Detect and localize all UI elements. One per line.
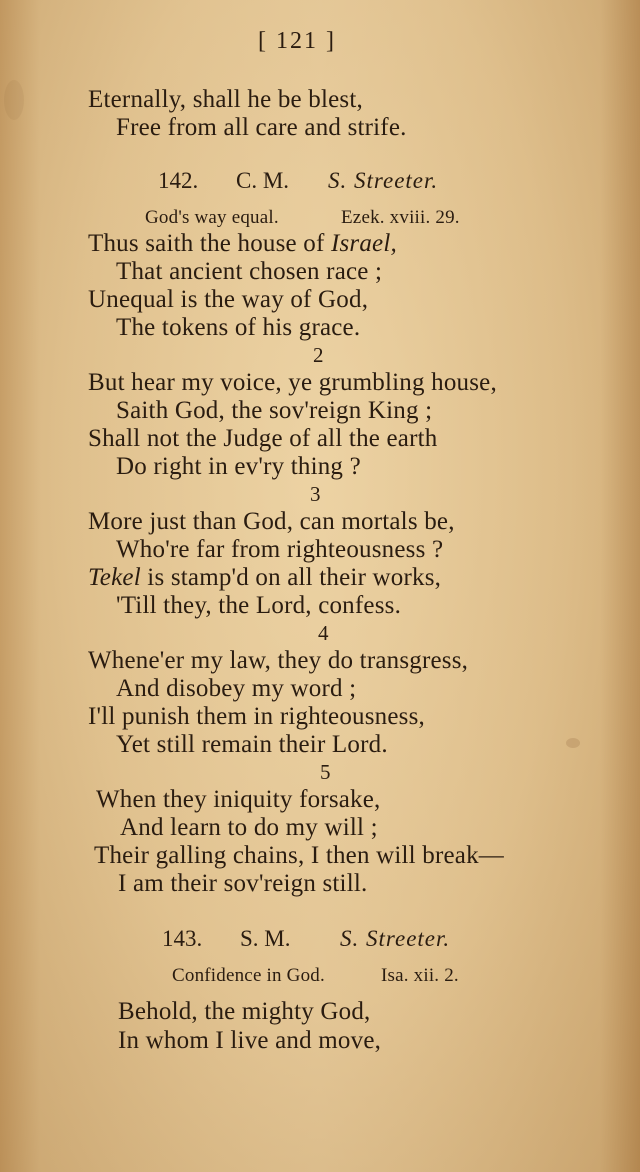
hymn-subtitle: God's way equal. bbox=[145, 207, 279, 228]
verse-number: 4 bbox=[318, 621, 329, 645]
hymn-subtitle: Confidence in God. bbox=[172, 965, 325, 986]
verse-line: Thus saith the house of Israel, bbox=[88, 230, 397, 257]
verse-line: That ancient chosen race ; bbox=[116, 258, 383, 285]
verse-line: 'Till they, the Lord, confess. bbox=[116, 592, 402, 619]
hymn-number: 142. bbox=[158, 168, 199, 193]
scripture-reference: Ezek. xviii. 29. bbox=[341, 207, 460, 228]
paper-stain bbox=[4, 80, 24, 120]
verse-line: The tokens of his grace. bbox=[116, 314, 361, 341]
verse-line: I am their sov'reign still. bbox=[118, 870, 368, 897]
verse-line: Yet still remain their Lord. bbox=[116, 731, 388, 758]
verse-line: I'll punish them in righteousness, bbox=[88, 703, 425, 730]
verse-line: Their galling chains, I then will break— bbox=[94, 842, 504, 869]
verse-line: Tekel is stamp'd on all their works, bbox=[88, 564, 442, 591]
verse-line: And learn to do my will ; bbox=[120, 814, 378, 841]
verse-line: Free from all care and strife. bbox=[116, 114, 407, 141]
verse-line: Behold, the mighty God, bbox=[118, 998, 371, 1025]
verse-line: Who're far from righteousness ? bbox=[116, 536, 444, 563]
hymn-number: 143. bbox=[162, 926, 203, 951]
paper-stain bbox=[566, 738, 580, 748]
scripture-reference: Isa. xii. 2. bbox=[381, 965, 459, 986]
verse-line: Saith God, the sov'reign King ; bbox=[116, 397, 433, 424]
hymn-author: S. Streeter. bbox=[328, 168, 439, 193]
verse-number: 5 bbox=[320, 760, 331, 784]
verse-line: But hear my voice, ye grumbling house, bbox=[88, 369, 497, 396]
verse-line: Unequal is the way of God, bbox=[88, 286, 369, 313]
hymn-meter: S. M. bbox=[240, 926, 291, 951]
verse-line: Do right in ev'ry thing ? bbox=[116, 453, 361, 480]
verse-number: 3 bbox=[310, 482, 321, 506]
verse-line: When they iniquity forsake, bbox=[96, 786, 381, 813]
page-number: [ 121 ] bbox=[258, 28, 336, 54]
verse-line: And disobey my word ; bbox=[116, 675, 357, 702]
verse-line: Shall not the Judge of all the earth bbox=[88, 425, 438, 452]
verse-line: Eternally, shall he be blest, bbox=[88, 86, 363, 113]
hymn-meter: C. M. bbox=[236, 168, 290, 193]
verse-line: In whom I live and move, bbox=[118, 1027, 382, 1054]
verse-line: Whene'er my law, they do transgress, bbox=[88, 647, 469, 674]
verse-line: More just than God, can mortals be, bbox=[88, 508, 455, 535]
verse-number: 2 bbox=[313, 343, 324, 367]
hymn-author: S. Streeter. bbox=[340, 926, 451, 951]
